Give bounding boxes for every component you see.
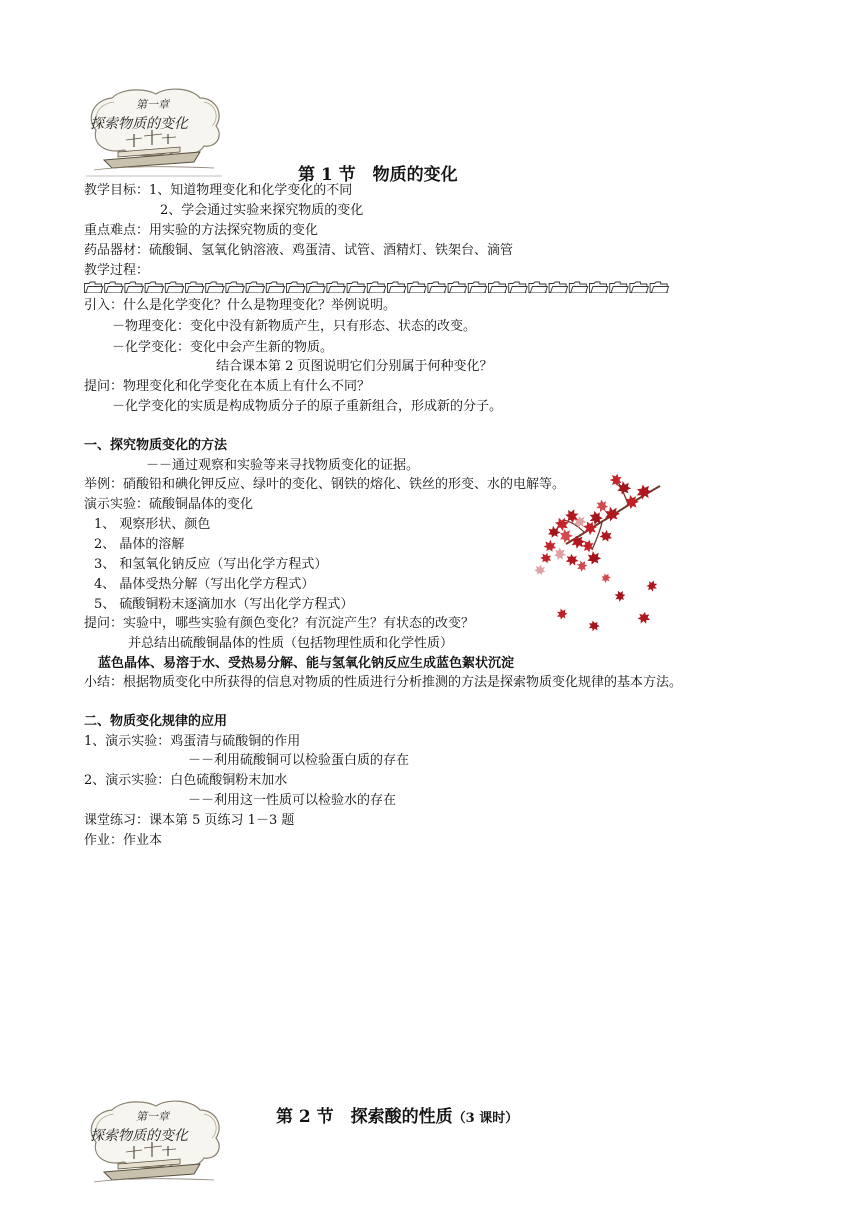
maple-leaf <box>636 611 652 626</box>
folder-icon <box>590 282 609 293</box>
folder-icon <box>428 282 447 293</box>
chapter-badge-ship-logo <box>82 86 227 178</box>
folder-icon <box>468 282 487 293</box>
folder-icon <box>186 282 205 293</box>
folder-icon <box>165 282 184 293</box>
section1-title: 第 1 节 物质的变化 <box>298 165 458 185</box>
summary: 小结：根据物质变化中所获得的信息对物质的性质进行分析推测的方法是探索物质变化规律的基本方法。 <box>84 675 683 690</box>
folder-icon <box>448 282 467 293</box>
chemical-essence: －化学变化的实质是构成物质分子的原子重新组合，形成新的分子。 <box>112 399 503 414</box>
teaching-process: 教学过程： <box>84 263 150 278</box>
heading-applications: 二、物质变化规律的应用 <box>84 714 228 729</box>
folder-icon <box>489 282 508 293</box>
heading-methods: 一、探究物质变化的方法 <box>84 438 228 453</box>
textbook-reference: 结合课本第 2 页图说明它们分别属于何种变化？ <box>216 359 493 374</box>
demo-egg-white: 1、演示实验：鸡蛋清与硫酸铜的作用 <box>84 734 301 749</box>
svg-text:第一章: 第一章 <box>136 1110 169 1123</box>
maple-leaf <box>564 553 580 569</box>
folder-icon <box>347 282 366 293</box>
question-experiment: 提问：实验中，哪些实验有颜色变化？有沉淀产生？有状态的改变？ <box>84 616 475 631</box>
section2-title-main: 第 2 节 探索酸的性质 <box>276 1107 453 1127</box>
question-essence: 提问：物理变化和化学变化在本质上有什么不同？ <box>84 379 371 394</box>
materials: 药品器材：硫酸铜、氢氧化钠溶液、鸡蛋清、试管、酒精灯、铁架台、滴管 <box>84 243 514 258</box>
folder-icon <box>388 282 407 293</box>
folder-icon <box>408 282 427 293</box>
maple-leaf <box>613 589 626 603</box>
maple-leaf <box>600 572 613 585</box>
teaching-goal-1: 教学目标：1、知道物理变化和化学变化的不同 <box>84 183 353 198</box>
maple-leaf <box>554 547 568 561</box>
demo-step-4: 4、 晶体受热分解（写出化学方程式） <box>94 577 315 592</box>
intro-question: 引入：什么是化学变化？什么是物理变化？举例说明。 <box>84 298 397 313</box>
maple-leaf <box>586 550 602 565</box>
key-difficulties: 重点难点：用实验的方法探究物质的变化 <box>84 223 319 238</box>
maple-leaf <box>555 607 569 621</box>
folder-icon <box>307 282 326 293</box>
folder-icon <box>145 282 164 293</box>
teaching-goal-2: 2、学会通过实验来探究物质的变化 <box>160 203 364 218</box>
folder-icon <box>105 282 124 293</box>
summarize-properties: 并总结出硫酸铜晶体的性质（包括物理性质和化学性质） <box>128 636 454 651</box>
svg-text:探索物质的变化: 探索物质的变化 <box>90 1128 188 1144</box>
demo-step-5: 5、 硫酸铜粉末逐滴加水（写出化学方程式） <box>94 597 354 612</box>
maple-leaf <box>539 551 552 564</box>
maple-leaf <box>645 579 660 594</box>
chapter-badge-ship-logo-2 <box>82 1098 227 1190</box>
folder-icon <box>569 282 588 293</box>
folder-icon <box>650 282 669 293</box>
svg-text:探索物质的变化: 探索物质的变化 <box>90 116 188 132</box>
maple-leaf <box>534 564 547 576</box>
demo-step-3: 3、 和氢氧化钠反应（写出化学方程式） <box>94 557 328 572</box>
section2-title-suffix: （3 课时） <box>452 1111 519 1126</box>
demo-copper-powder: 2、演示实验：白色硫酸铜粉末加水 <box>84 773 288 788</box>
folder-icon <box>246 282 265 293</box>
folder-icon <box>125 282 143 293</box>
copper-powder-note: －－利用这一性质可以检验水的存在 <box>188 793 397 808</box>
folder-icon <box>529 282 548 293</box>
egg-white-note: －－利用硫酸铜可以检验蛋白质的存在 <box>188 753 410 768</box>
homework: 作业：作业本 <box>84 833 163 848</box>
demo-step-1: 1、 观察形状、颜色 <box>94 517 211 532</box>
folder-icon-divider <box>84 281 674 294</box>
methods-note: －－通过观察和实验等来寻找物质变化的证据。 <box>146 458 420 473</box>
examples: 举例：硝酸铅和碘化钾反应、绿叶的变化、钢铁的熔化、铁丝的形变、水的电解等。 <box>84 477 566 492</box>
maple-leaf <box>599 529 613 542</box>
classroom-practice: 课堂练习：课本第 5 页练习 1－3 题 <box>84 813 295 828</box>
maple-leaves-decoration <box>532 466 664 636</box>
maple-leaf <box>587 620 600 633</box>
properties-answer: 蓝色晶体、易溶于水、受热易分解、能与氢氧化钠反应生成蓝色絮状沉淀 <box>98 656 515 671</box>
demo-step-2: 2、 晶体的溶解 <box>94 537 185 552</box>
folder-icon <box>266 282 285 293</box>
physical-change: －物理变化：变化中没有新物质产生，只有形态、状态的改变。 <box>112 319 477 334</box>
chemical-change: －化学变化：变化中会产生新的物质。 <box>112 340 334 355</box>
folder-icon <box>226 282 245 293</box>
demo-copper-sulfate: 演示实验：硫酸铜晶体的变化 <box>84 497 254 512</box>
folder-icon <box>549 282 568 293</box>
svg-text:第一章: 第一章 <box>136 98 169 111</box>
folder-icon <box>206 282 225 293</box>
section2-title <box>276 1102 518 1127</box>
folder-icon <box>367 282 386 293</box>
folder-icon <box>610 282 629 293</box>
maple-leaf <box>543 539 557 552</box>
folder-icon <box>327 282 346 293</box>
folder-icon <box>287 282 306 293</box>
folder-icon <box>85 282 104 293</box>
folder-icon <box>630 282 649 293</box>
folder-icon <box>509 282 528 293</box>
